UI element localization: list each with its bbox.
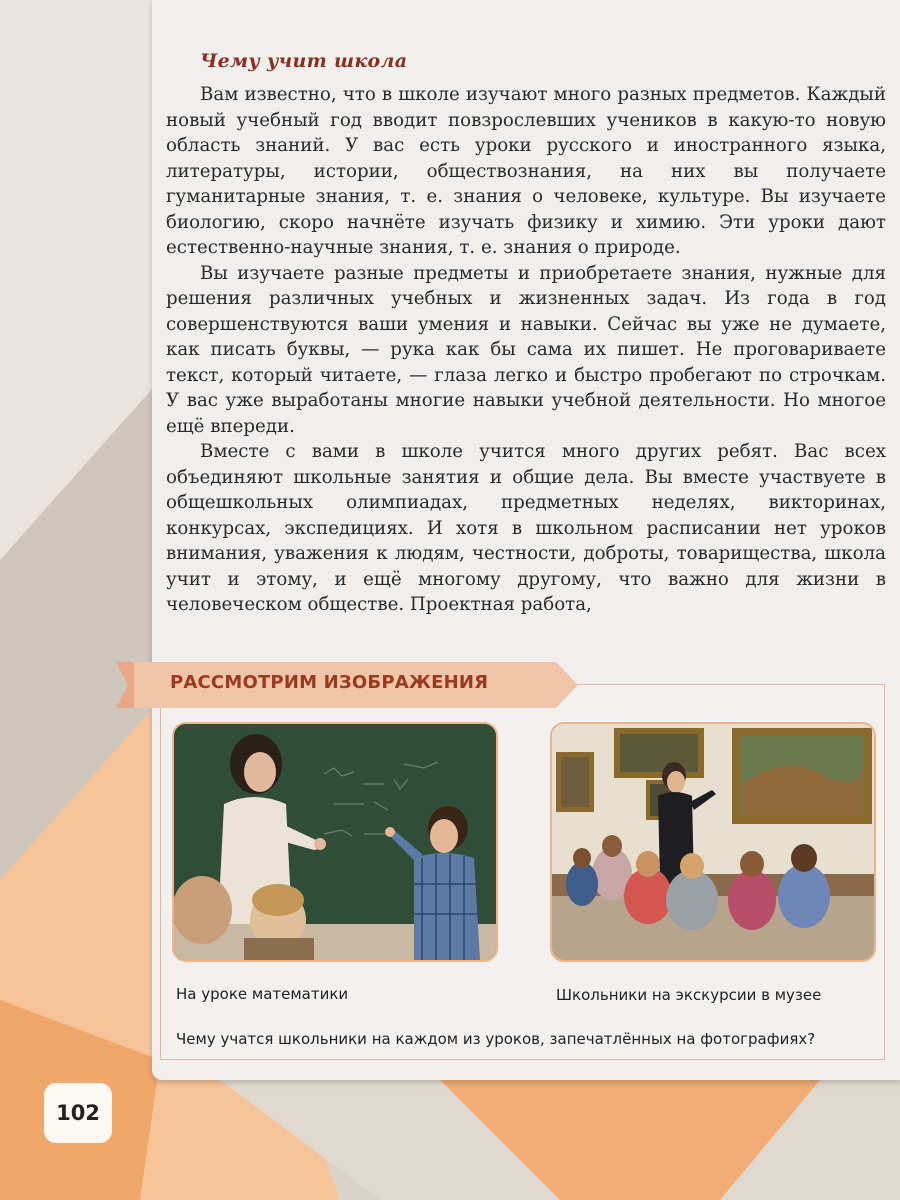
- museum-photo: [550, 722, 876, 962]
- paragraph: Вам известно, что в школе изучают много разных предметов. Каждый новый учебный год вводит повзрослевших учеников в какую-то новую область знаний. У вас есть уроки русского и иностранного языка, литературы, истории, обществознания, на них вы получаете гуманитарные знания, т. е. знания о человеке, культуре. Вы изучаете биологию, скоро начнёте изучать физику и химию. Эти уроки дают естественно-научные знания, т. е. знания о природе.: [166, 84, 886, 258]
- caption-museum: Школьники на экскурсии в музее: [556, 986, 822, 1004]
- section-body: [166, 82, 886, 618]
- paragraph: Вместе с вами в школе учится много других ребят. Вас всех объединяют школьные занятия и общие дела. Вы вместе участвуете в общешкольных олимпиадах, предметных неделях, викторинах, конкурсах, экспедициях. И хотя в школьном расписании нет уроков внимания, уважения к людям, честности, доброты, товарищества, школа учит и этому, и ещё многому другому, что важно для жизни в человеческом обществе. Проектная работа,: [166, 441, 886, 615]
- paragraph: Вы изучаете разные предметы и приобретаете знания, нужные для решения различных учебных и жизненных задач. Из года в год совершенствуются ваши умения и навыки. Сейчас вы уже не думаете, как писать буквы, — рука как бы сама их пишет. Не проговариваете текст, который читаете, — глаза легко и быстро пробегают по строчкам. У вас уже выработаны многие навыки учебной деятельности. Но многое ещё впереди.: [166, 262, 886, 437]
- question-text: Чему учатся школьники на каждом из уроков, запечатлённых на фотографиях?: [176, 1030, 816, 1048]
- page-number: 102: [44, 1083, 112, 1143]
- banner-title: РАССМОТРИМ ИЗОБРАЖЕНИЯ: [170, 672, 489, 693]
- classroom-photo: [172, 722, 498, 962]
- section-heading: Чему учит школа: [200, 50, 408, 72]
- caption-classroom: На уроке математики: [176, 985, 349, 1003]
